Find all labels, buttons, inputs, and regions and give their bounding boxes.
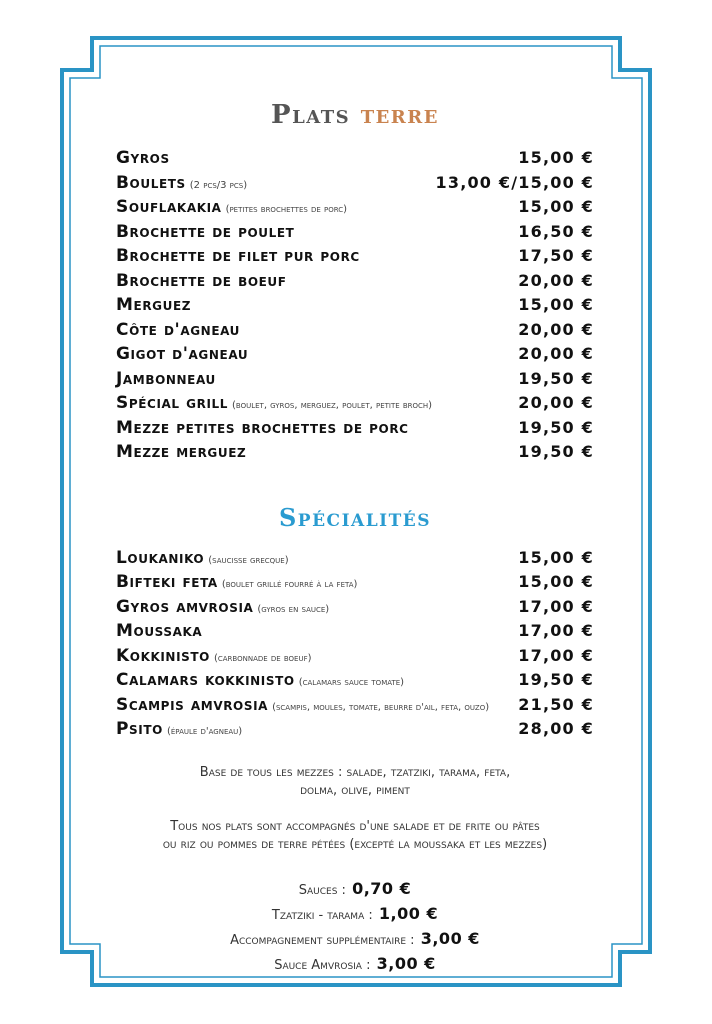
menu-item-price: 17,50 €: [518, 246, 594, 265]
extra-item: [116, 951, 594, 976]
menu-item-label: [116, 668, 404, 696]
menu-item: [116, 546, 594, 571]
extra-item: [116, 876, 594, 901]
menu-item-note: (2 pcs/3 pcs): [189, 179, 248, 191]
menu-item-price: 28,00 €: [518, 719, 594, 738]
mezzes-note: [116, 764, 594, 800]
extra-item: [116, 901, 594, 926]
menu-item-price: 17,00 €: [518, 621, 594, 640]
menu-item-name: Calamars kokkinisto: [116, 670, 295, 690]
menu-item-name: Brochette de boeuf: [116, 270, 287, 291]
menu-item-name: Mezze merguez: [116, 442, 247, 462]
plats-terre-title: [116, 100, 594, 130]
menu-item: [116, 318, 594, 343]
menu-item-note: (carbonnade de boeuf): [213, 652, 312, 664]
menu-item-label: [116, 416, 409, 441]
extras-list: [116, 876, 594, 976]
menu-item-label: [116, 570, 357, 598]
menu-item-name: Merguez: [116, 295, 192, 315]
menu-item-note: (scampis, moules, tomate, beurre d'ail, feta, ouzo): [272, 701, 490, 713]
menu-item-name: Scampis amvrosia: [116, 694, 269, 715]
menu-item: [116, 570, 594, 595]
menu-item: [116, 440, 594, 465]
menu-item-note: (gyros en sauce): [257, 603, 330, 615]
menu-item-name: Bifteki feta: [116, 572, 218, 592]
menu-item: [116, 146, 594, 171]
menu-item-label: [116, 293, 191, 318]
extra-label: Tzatziki - tarama :: [271, 907, 373, 923]
menu-item-label: [116, 318, 240, 343]
menu-item-name: Brochette de poulet: [116, 221, 295, 242]
menu-item: [116, 244, 594, 269]
menu-item-note: (épaule d'agneau): [166, 726, 243, 737]
menu-item-price: 20,00 €: [518, 270, 594, 290]
extra-price: 0,70 €: [352, 878, 412, 898]
menu-item-label: [116, 342, 248, 367]
menu-item-label: [116, 717, 242, 745]
menu-item: [116, 619, 594, 644]
menu-item: [116, 416, 594, 441]
menu-item: [116, 668, 594, 693]
menu-item-name: Jambonneau: [116, 368, 216, 389]
menu-item-note: (boulet grillé fourré à la feta): [221, 579, 358, 590]
menu-item: [116, 195, 594, 220]
menu-item-price: 19,50 €: [518, 670, 594, 689]
menu-item: [116, 367, 594, 392]
menu-item-price: 15,00 €: [518, 572, 594, 591]
menu-item: [116, 269, 594, 294]
title-accent: terre: [360, 100, 439, 130]
menu-item: [116, 644, 594, 669]
title-plain: Plats: [271, 100, 351, 130]
menu-item-name: Gyros amvrosia: [116, 596, 254, 617]
menu-item-price: 17,00 €: [518, 645, 594, 665]
menu-item-note: (petites brochettes de porc): [225, 204, 348, 215]
menu-item: [116, 293, 594, 318]
menu-item: [116, 220, 594, 245]
mezzes-line-1: Base de tous les mezzes : salade, tzatziki, tarama, feta,: [199, 764, 511, 780]
menu-item-label: [116, 619, 202, 644]
menu-item-name: Brochette de filet pur porc: [116, 246, 360, 266]
menu-item-label: [116, 269, 287, 294]
extra-price: 3,00 €: [420, 928, 480, 948]
menu-item-price: 15,00 €: [518, 295, 594, 314]
menu-item-note: (calamars sauce tomate): [298, 677, 405, 688]
menu-item-price: 17,00 €: [518, 596, 594, 616]
menu-item: [116, 717, 594, 742]
menu-item-price: 13,00 €/15,00 €: [435, 172, 594, 192]
menu-item-name: Moussaka: [116, 621, 203, 641]
extra-price: 1,00 €: [378, 903, 439, 923]
menu-item-label: [116, 546, 289, 574]
accomp-line-1: Tous nos plats sont accompagnés d'une salade et de frite ou pâtes: [170, 818, 540, 834]
accomp-line-2: ou riz ou pommes de terre pétées (excepté la moussaka et les mezzes): [162, 836, 548, 852]
menu-item-label: [116, 595, 329, 623]
menu-item-price: 15,00 €: [518, 148, 594, 167]
menu-content: [116, 100, 594, 976]
menu-item-price: 19,50 €: [518, 417, 594, 437]
menu-item-name: Gigot d'agneau: [116, 344, 249, 364]
extra-label: Sauce Amvrosia :: [274, 957, 371, 973]
menu-item-note: (boulet, gyros, merguez, poulet, petite broch): [232, 400, 433, 411]
extra-label: Sauces :: [298, 882, 346, 898]
menu-item-price: 20,00 €: [518, 344, 594, 363]
menu-item-price: 19,50 €: [518, 368, 594, 388]
plats-terre-list: [116, 146, 594, 465]
menu-item-name: Psito: [116, 719, 163, 739]
menu-item-name: Boulets: [116, 172, 186, 193]
menu-item-name: Spécial grill: [116, 393, 229, 413]
menu-item-price: 20,00 €: [518, 393, 594, 412]
menu-item-label: [116, 195, 347, 223]
menu-item-label: [116, 244, 360, 269]
menu-item: [116, 693, 594, 718]
menu-item-price: 20,00 €: [518, 319, 594, 339]
menu-item-price: 15,00 €: [518, 197, 594, 216]
specialites-list: [116, 546, 594, 742]
menu-item-name: Mezze petites brochettes de porc: [116, 417, 409, 438]
menu-item: [116, 595, 594, 620]
menu-item-label: [116, 367, 216, 392]
mezzes-line-2: dolma, olive, piment: [300, 782, 410, 798]
menu-item-note: (saucisse grecque): [208, 554, 289, 566]
menu-item-name: Souflakakia: [116, 197, 222, 217]
specialites-title: Spécialités: [278, 502, 432, 532]
menu-item-label: [116, 171, 247, 199]
menu-item: [116, 171, 594, 196]
menu-item-name: Kokkinisto: [116, 645, 210, 666]
menu-item-price: 19,50 €: [518, 442, 594, 461]
menu-item-name: Côte d'agneau: [116, 319, 240, 340]
extra-price: 3,00 €: [376, 953, 436, 973]
menu-item-price: 21,50 €: [518, 694, 594, 714]
menu-item-name: Gyros: [116, 148, 170, 168]
extra-label: Accompagnement supplémentaire :: [230, 932, 415, 948]
menu-item-label: [116, 440, 246, 465]
menu-item-label: [116, 146, 170, 171]
menu-item-label: [116, 220, 294, 245]
menu-item: [116, 391, 594, 416]
accompaniment-note: [116, 818, 594, 854]
menu-item-price: 15,00 €: [518, 547, 594, 567]
extra-item: [116, 926, 594, 951]
menu-item: [116, 342, 594, 367]
menu-item-name: Loukaniko: [116, 547, 205, 568]
menu-item-label: [116, 644, 312, 672]
menu-item-label: [116, 693, 489, 721]
menu-item-label: [116, 391, 432, 419]
menu-item-price: 16,50 €: [518, 221, 594, 241]
